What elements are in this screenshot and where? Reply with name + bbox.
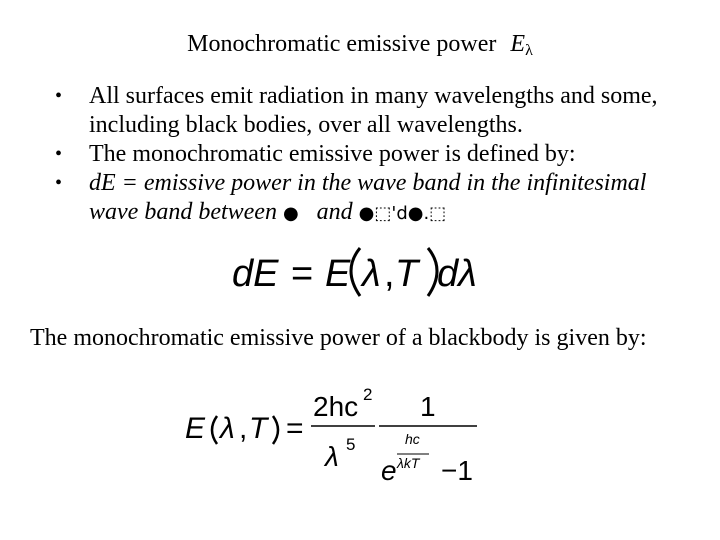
eq2-exp-numerator: hc [405,431,420,447]
eq1-function: E [325,253,351,295]
bullet-text: The monochromatic emissive power is defined by: [89,141,576,167]
blackbody-statement: The monochromatic emissive power of a blackbody is given by: [30,325,647,351]
eq2-numerator-1-exp: 2 [363,385,373,404]
eq1-arg-t: T [395,253,419,295]
eq1-arg-lambda: λ [362,253,381,295]
bullet-item [55,82,685,140]
eq2-equals: = [286,412,304,445]
eq2-right-paren [273,416,278,444]
bullet-item [55,169,685,228]
symbol-glyph: ●⬚'d●.⬚ [358,203,447,224]
title-symbol-base: E [510,31,526,57]
eq2-exp-base: e [381,455,397,486]
eq1-comma: , [384,253,395,295]
eq2-denominator-1: λ [325,441,339,472]
eq2-arg-t: T [249,412,268,445]
equation-differential [232,244,492,300]
bullet-text: All surfaces emit radiation in many wavelengths and some, including black bodies, over all wavelengths. [89,83,658,138]
bullet-item [55,140,685,169]
bullet-dot: • [55,143,63,165]
eq2-comma: , [239,412,248,445]
eq2-minus-one: −1 [441,455,473,486]
title-symbol [510,31,532,57]
slide-title [0,31,720,60]
eq2-arg-lambda: λ [220,412,235,445]
eq2-numerator-2: 1 [420,391,436,422]
eq2-left-paren [212,416,217,444]
eq2-denominator-1-exp: 5 [346,435,356,454]
eq2-function: E [185,412,206,445]
equation-planck [183,382,483,492]
bullet-text: dE = emissive power in the wave band in the infinitesimal wave band between [89,170,647,225]
eq1-equals: = [291,253,314,295]
title-subscript: λ [525,42,533,59]
bullet-dot: • [55,172,63,194]
eq2-exp-denominator: λkT [397,455,420,471]
title-text: Monochromatic emissive power [187,31,497,57]
eq1-right-paren [428,248,437,296]
eq1-differential: dλ [437,253,477,295]
eq1-left-paren [351,248,360,296]
bullet-conjunction: and [316,199,353,225]
bullet-list [55,82,685,228]
symbol-glyph: ● [282,203,299,224]
eq2-numerator-1: 2hc [313,391,359,422]
bullet-dot: • [55,85,63,107]
eq1-lhs: dE [232,253,279,295]
